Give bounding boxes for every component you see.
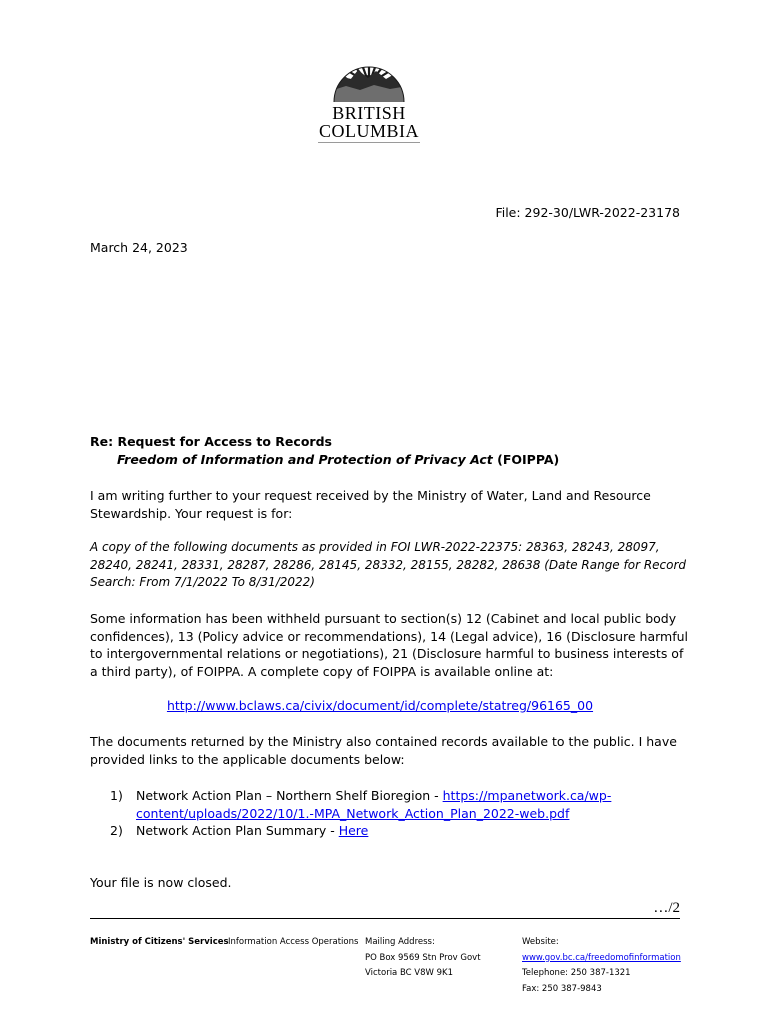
intro-paragraph: I am writing further to your request received by the Ministry of Water, Land and Resource Stewardship. Your request is for: [90, 488, 651, 521]
bc-logo-emblem-icon [312, 44, 426, 104]
list-item [110, 822, 670, 840]
public-records-paragraph: The documents returned by the Ministry also contained records available to the public. I have provided links to the applicable documents below: [90, 734, 677, 767]
list-item-number: 2) [110, 823, 123, 838]
footer-ministry: Ministry of Citizens' Services [90, 937, 229, 947]
footer-office: Information Access Operations [228, 937, 359, 947]
website-link[interactable]: www.gov.bc.ca/freedomofinformation [522, 952, 681, 963]
mailing-line-2: Victoria BC V8W 9K1 [365, 968, 454, 978]
closing-line: Your file is now closed. [90, 875, 232, 890]
subject-line: Re: Request for Access to Records [90, 434, 332, 449]
foippa-link[interactable]: http://www.bclaws.ca/civix/document/id/complete/statreg/96165_00 [166, 698, 594, 713]
list-item [110, 787, 670, 822]
website-label: Website: [522, 937, 559, 947]
letter-date: March 24, 2023 [90, 240, 188, 255]
list-item-number: 1) [110, 788, 123, 803]
act-name: Freedom of Information and Protection of Privacy Act [117, 451, 493, 467]
fax: Fax: 250 387-9843 [522, 983, 602, 994]
bc-logo [312, 44, 426, 148]
act-abbreviation: (FOIPPA) [492, 451, 560, 467]
logo-text-british: BRITISH [332, 103, 406, 123]
page-continuation: …/2 [653, 900, 680, 916]
footer-contact [522, 935, 681, 997]
document-links-list [110, 787, 670, 840]
subject-act-line [117, 451, 690, 469]
list-item-text: Network Action Plan – Northern Shelf Bioregion - [136, 788, 443, 803]
file-reference: File: 292-30/LWR-2022-23178 [495, 205, 680, 220]
list-item-text: Network Action Plan Summary - [136, 823, 339, 838]
foippa-link-container [90, 698, 670, 713]
request-description: A copy of the following documents as provided in FOI LWR-2022-22375: 28363, 28243, 28097, 28240, 28241, 28331, 28287, 28286, 28145, 28332, 28155, 28282, 28638 (Date Range for Record Search: From 7/1/2022 To 8/31/2022) [90, 540, 687, 589]
telephone: Telephone: 250 387-1321 [522, 968, 631, 978]
mailing-line-1: PO Box 9569 Stn Prov Govt [365, 952, 481, 963]
footer-divider [90, 918, 680, 919]
network-action-plan-link[interactable]: https://mpanetwork.ca/wp-content/uploads/2022/10/1.-MPA_Network_Action_Plan_2022-web.pdf [136, 788, 612, 821]
plan-summary-link[interactable]: Here [338, 823, 369, 838]
subject-block [90, 433, 690, 468]
footer-mailing-address [365, 935, 481, 982]
withheld-paragraph: Some information has been withheld pursuant to section(s) 12 (Cabinet and local public body confidences), 13 (Policy advice or recommendations), 14 (Legal advice), 16 (Disclosure harmful to intergovernmental relations or negotiations), 21 (Disclosure harmful to business interests of a third party), of FOIPPA. A complete copy of FOIPPA is available online at: [90, 611, 689, 679]
logo-text-columbia: COLUMBIA [318, 121, 419, 141]
logo-divider [318, 142, 420, 143]
mailing-label: Mailing Address: [365, 937, 435, 947]
